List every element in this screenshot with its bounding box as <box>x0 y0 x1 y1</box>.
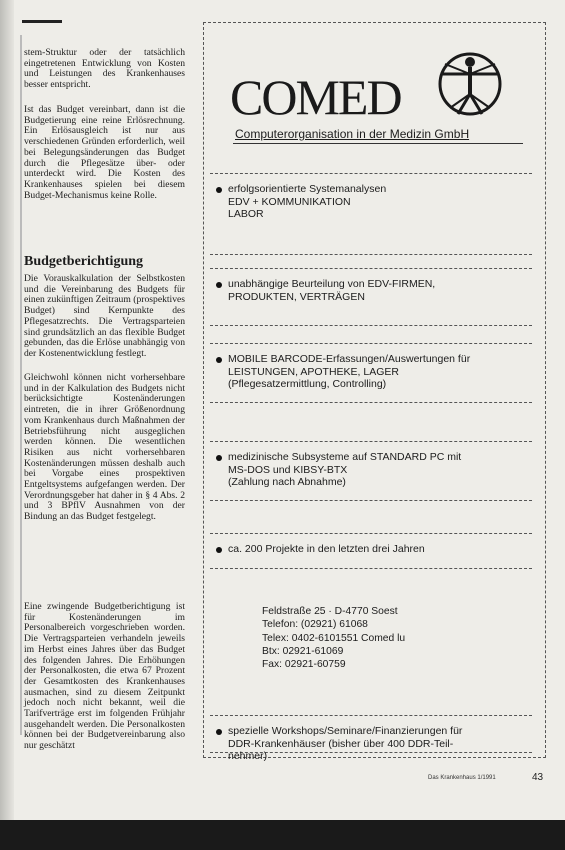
article-paragraph: Eine zwingende Budgetberichtigung ist für Kostenänderungen im Personalbereich vorgeschrieben worden. Die Vertragsparteien verhandeln jeweils im Herbst eines Jahres über das Budget des folgenden Jahres. Die Erhöhungen der Personalkosten, die etwa 67 Prozent der Gesamtkosten des Krankenhauses ausmachen, sind zu diesem Zeitpunkt jedoch noch nicht bekannt, weil die Tarifverträge erst im folgenden Frühjahr ausgehandelt werden. Die Personalkosten können bei der Budgetvereinbarung also nur geschätzt <box>24 601 185 752</box>
page-number: 43 <box>532 772 544 783</box>
ad-service-box <box>210 533 532 569</box>
ad-line: (Pflegesatzermittlung, Controlling) <box>228 378 387 390</box>
company-tagline: Computerorganisation in der Medizin GmbH <box>235 127 470 141</box>
section-heading: Budgetberichtigung <box>24 254 144 269</box>
column-rule <box>20 35 22 735</box>
article-paragraph: stem-Struktur oder der tatsächlich eingetretenen Entwicklung von Kosten und Leistungen des Krankenhauses besser entspricht. <box>24 47 185 91</box>
ad-service-box <box>210 441 532 501</box>
bullet-icon <box>216 282 222 288</box>
divider <box>233 143 523 144</box>
article-paragraph: Gleichwohl können nicht vorhersehbare und in der Kalkulation des Budgets nicht berücksichtigte Kostenänderungen eintreten, die in ihrer Größenordnung vom Krankenhaus durch Maßnahmen der Betriebsführung nicht ausgeglichen werden können. Die wesentlichen Risiken aus nicht vorhersehbaren Kostenänderungen müssen deshalb auch bei Vorgabe eines prospektiven Entgeltsystems aufgefangen werden. Der Verordnungsgeber hat daher in § 4 Abs. 2 und 3 BPflV Ausnahmen von der Bindung an das Budget festgelegt. <box>24 372 185 523</box>
ad-line: DDR-Krankenhäuser (bisher über 400 DDR-Teil- <box>228 737 454 750</box>
article-paragraph: Ist das Budget vereinbart, dann ist die Budgetierung eine reine Erlösrechnung. Ein Erlösausgleich ist nur aus verschiedenen Gründen erforderlich, weil bei Belegungsänderungen das Budget durch die Pflegesätze über- oder unterdeckt wird. Die Kosten des Krankenhauses spielen bei diesem Budget-Mechanismus keine Rolle. <box>24 104 185 201</box>
contact-btx: Btx: 02921-61069 <box>262 645 344 657</box>
ad-line: MOBILE BARCODE-Erfassungen/Auswertungen für <box>228 353 471 365</box>
ad-line: LABOR <box>228 208 264 220</box>
bullet-icon <box>216 357 222 363</box>
top-rule <box>22 20 62 23</box>
ad-line: nehmer) <box>228 750 268 762</box>
logo-wordmark: COMED <box>230 69 401 125</box>
article-paragraph: Die Vorauskalkulation der Selbstkosten und die Vereinbarung des Budgets für einen zukünftigen Zeitraum (prospektives Budget) sind Kernpunkte des Pflegesatzrechts. Die Vertragsparteien sind grundsätzlich an das flexible Budget gebunden, das die Erlöse unabhängig von der Kostenentwicklung festlegt. <box>24 273 185 359</box>
ad-line: erfolgsorientierte Systemanalysen <box>228 183 387 195</box>
ad-line: MS-DOS und KIBSY-BTX <box>228 463 348 476</box>
ad-line: LEISTUNGEN, APOTHEKE, LAGER <box>228 365 399 378</box>
bullet-icon <box>216 729 222 735</box>
ad-line: (Zahlung nach Abnahme) <box>228 476 346 488</box>
page-gutter-shade <box>0 0 14 850</box>
ad-line: spezielle Workshops/Seminare/Finanzierungen für <box>228 725 463 737</box>
bullet-icon <box>216 187 222 193</box>
contact-telex: Telex: 0402-6101551 Comed lu <box>262 632 406 644</box>
ad-service-box <box>210 268 532 326</box>
ad-line: unabhängige Beurteilung von EDV-FIRMEN, <box>228 278 436 290</box>
ad-service-box <box>210 173 532 255</box>
ad-line: EDV + KOMMUNIKATION <box>228 195 351 208</box>
ad-line: PRODUKTEN, VERTRÄGEN <box>228 290 365 303</box>
contact-address: Feldstraße 25 · D-4770 Soest <box>262 606 398 617</box>
contact-block <box>262 605 405 671</box>
footer-publication: Das Krankenhaus 1/1991 <box>428 775 496 781</box>
ad-service-box <box>210 715 532 762</box>
scan-border <box>0 820 565 850</box>
bullet-icon <box>216 455 222 461</box>
contact-fax: Fax: 02921-60759 <box>262 659 346 671</box>
bullet-icon <box>216 547 222 553</box>
ad-service-box <box>210 343 532 403</box>
ad-line: ca. 200 Projekte in den letzten drei Jahren <box>228 543 425 555</box>
contact-phone: Telefon: (02921) 61068 <box>262 619 368 631</box>
ad-line: medizinische Subsysteme auf STANDARD PC mit <box>228 451 462 463</box>
